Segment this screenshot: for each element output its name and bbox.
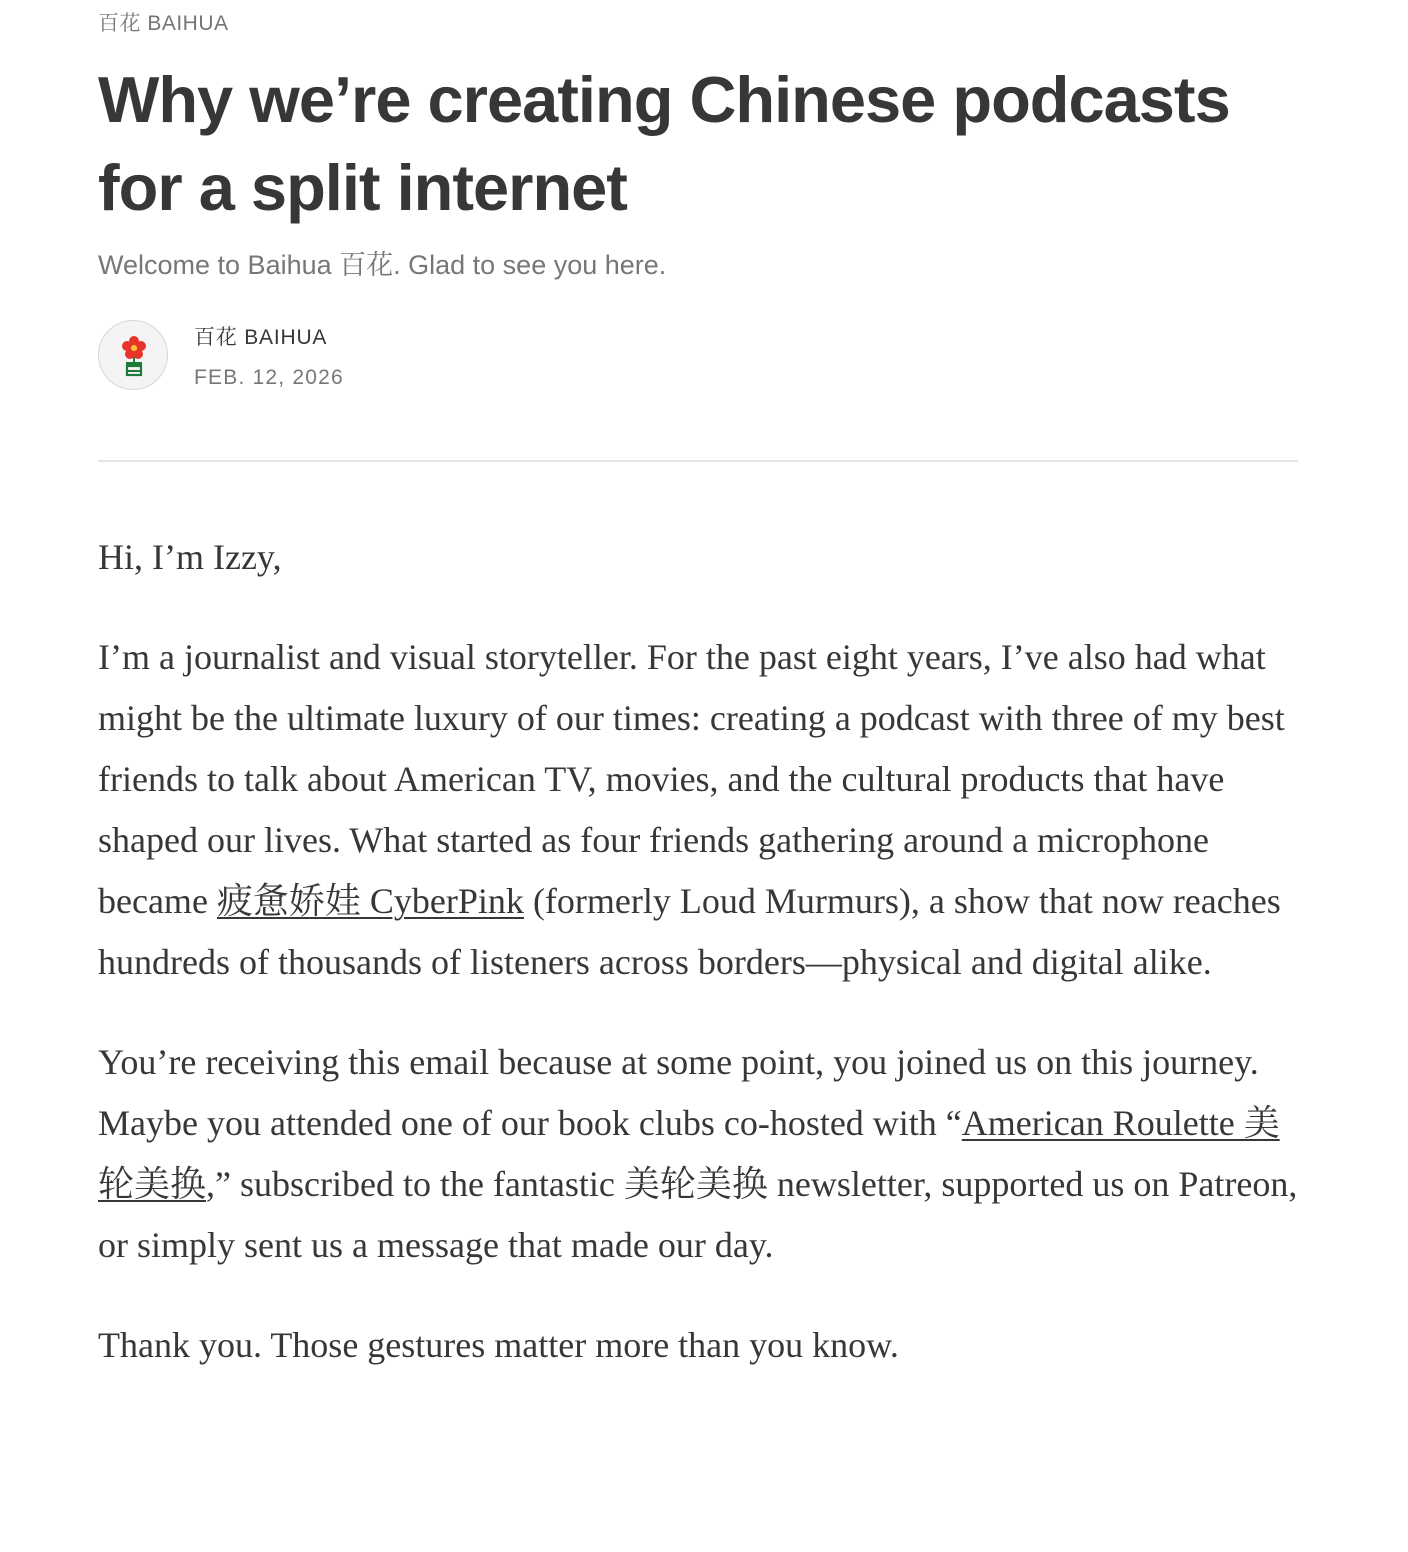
post-date: FEB. 12, 2026 [194,366,344,389]
paragraph-text: You’re receiving this email because at some point, you joined us on this journey. Maybe you attended one of our book clubs co-hosted with “ [98,1042,1259,1143]
post-subtitle: Welcome to Baihua 百花. Glad to see you here. [98,250,667,280]
paragraph-intro [98,627,1298,993]
paragraph-receiving [98,1032,1298,1276]
paragraph-text: I’m a journalist and visual storyteller. For the past eight years, I’ve also had what might be the ultimate luxury of our times: creating a podcast with three of my best friends to talk about American TV, movies, and the cultural products that have shaped our lives. What started as four friends gathering around a microphone became [98,637,1285,921]
paragraph-greeting: Hi, I’m Izzy, [98,537,282,577]
flower-logo-icon [116,333,152,379]
divider [98,460,1298,462]
author-name[interactable]: 百花 BAIHUA [194,326,328,349]
paragraph-text: ,” subscribed to the fantastic 美轮美换 newsletter, supported us on Patreon, or simply sent us a message that made our day. [98,1164,1298,1265]
publication-name[interactable]: 百花 BAIHUA [98,12,229,35]
american-roulette-link[interactable]: American Roulette 美轮美换 [98,1103,1280,1204]
author-avatar[interactable] [98,320,168,390]
paragraph-thanks: Thank you. Those gestures matter more than you know. [98,1325,899,1365]
byline [98,320,698,392]
post-title: Why we’re creating Chinese podcasts for a split internet [98,63,1230,224]
cyberpink-link[interactable]: 疲惫娇娃 CyberPink [216,881,524,921]
post-body [98,527,1298,1415]
paragraph-text: (formerly Loud Murmurs), a show that now reaches hundreds of thousands of listeners across borders—physical and digital alike. [98,881,1281,982]
